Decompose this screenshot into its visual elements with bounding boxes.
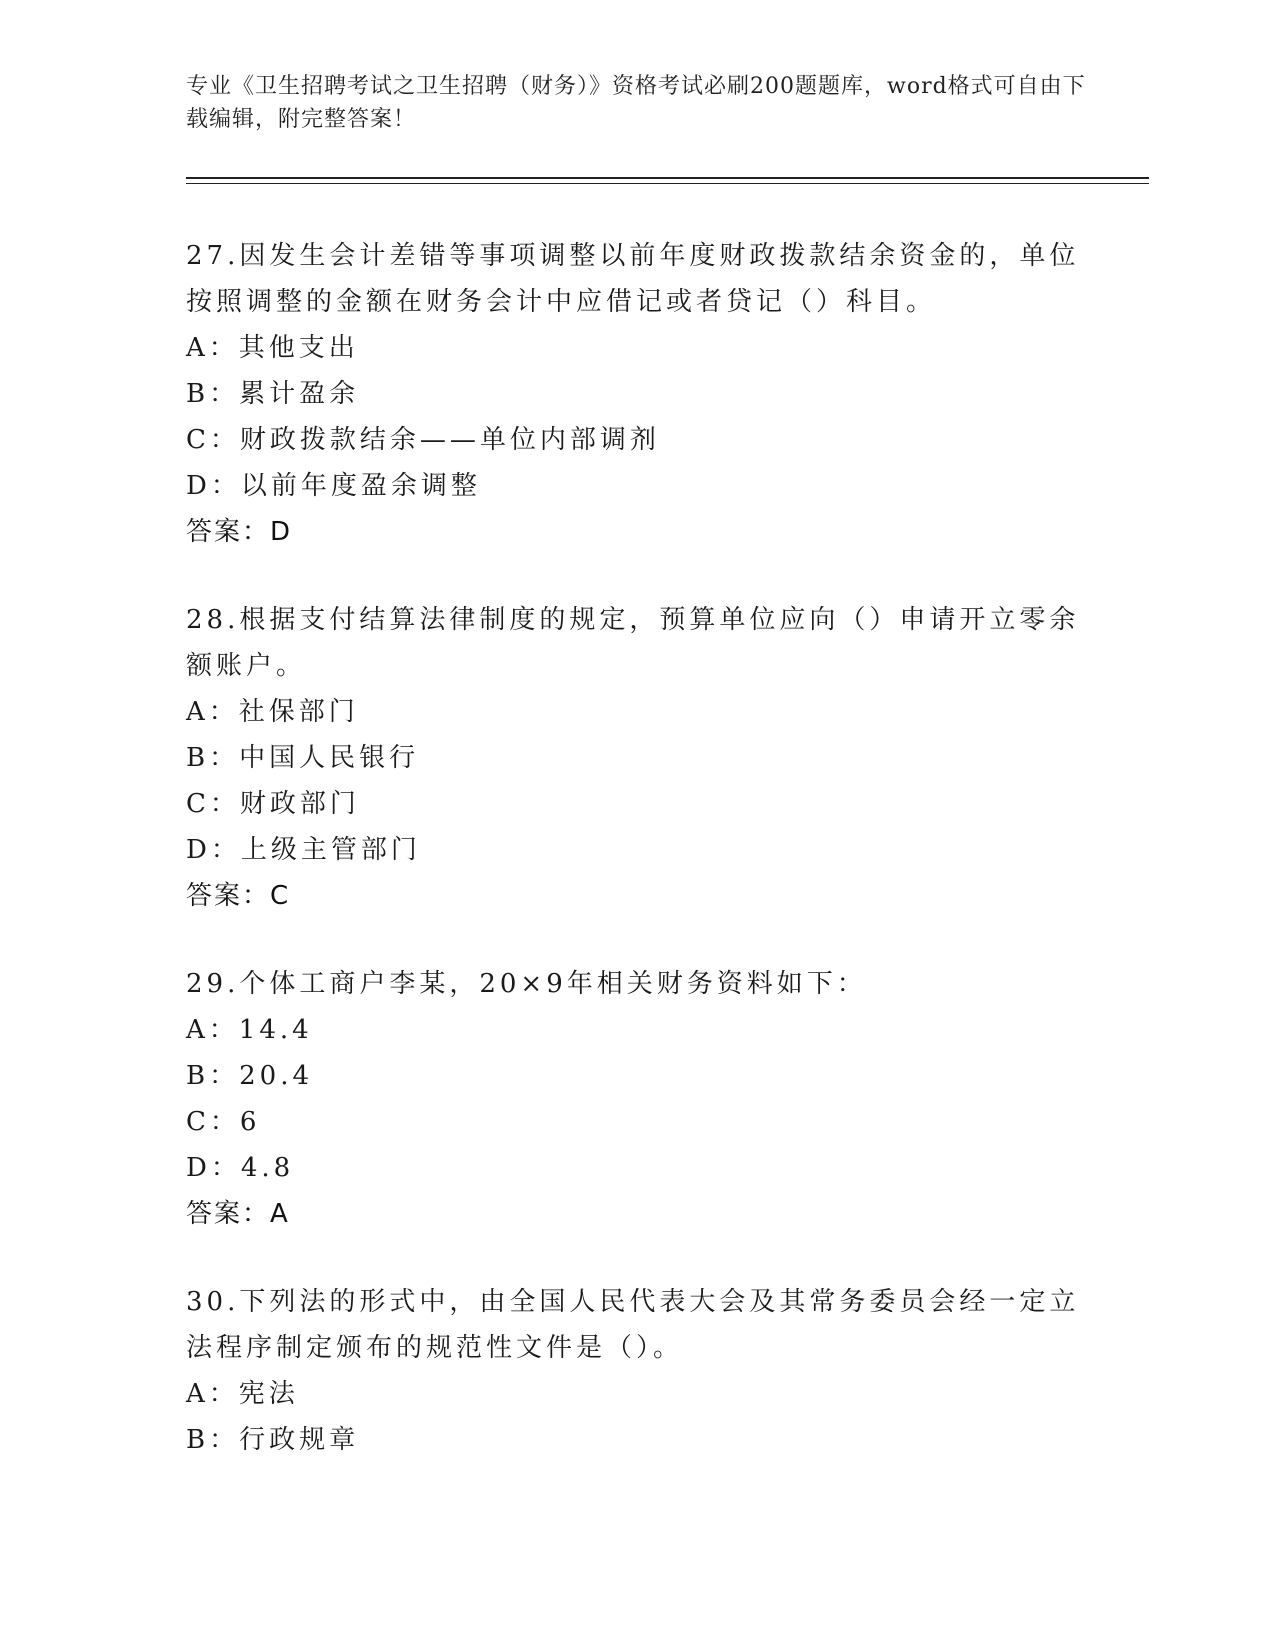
option-d: D：以前年度盈余调整 — [186, 471, 481, 501]
question-27 — [186, 233, 1086, 555]
option-b: B：累计盈余 — [186, 379, 360, 409]
answer-line: 答案：D — [186, 517, 293, 547]
answer-line: 答案：C — [186, 881, 291, 911]
option-c: C：财政部门 — [186, 789, 360, 819]
option-a: A：14.4 — [186, 1015, 313, 1045]
question-stem: 27.因发生会计差错等事项调整以前年度财政拨款结余资金的，单位按照调整的金额在财务会计中应借记或者贷记（）科目。 — [186, 241, 1080, 317]
option-c: C：6 — [186, 1107, 261, 1137]
question-29 — [186, 961, 1086, 1237]
question-stem: 29.个体工商户李某，20×9年相关财务资料如下： — [186, 969, 867, 999]
option-b: B：20.4 — [186, 1061, 313, 1091]
question-30 — [186, 1279, 1086, 1463]
option-b: B：行政规章 — [186, 1425, 360, 1455]
option-b: B：中国人民银行 — [186, 743, 420, 773]
header-rule-thick — [186, 177, 1149, 179]
question-stem: 28.根据支付结算法律制度的规定，预算单位应向（）申请开立零余额账户。 — [186, 605, 1080, 681]
header-rule-thin — [186, 183, 1149, 184]
option-d: D：4.8 — [186, 1153, 295, 1183]
document-header: 专业《卫生招聘考试之卫生招聘（财务）》资格考试必刷200题题库，word格式可自由下载编辑，附完整答案！ — [186, 74, 1086, 132]
answer-line: 答案：A — [186, 1199, 290, 1229]
option-a: A：宪法 — [186, 1379, 299, 1409]
option-c: C：财政拨款结余——单位内部调剂 — [186, 425, 660, 455]
option-a: A：社保部门 — [186, 697, 359, 727]
question-28 — [186, 597, 1086, 919]
option-a: A：其他支出 — [186, 333, 359, 363]
option-d: D：上级主管部门 — [186, 835, 421, 865]
question-stem: 30.下列法的形式中，由全国人民代表大会及其常务委员会经一定立法程序制定颁布的规范性文件是（）。 — [186, 1287, 1080, 1363]
question-list — [186, 233, 1086, 1505]
